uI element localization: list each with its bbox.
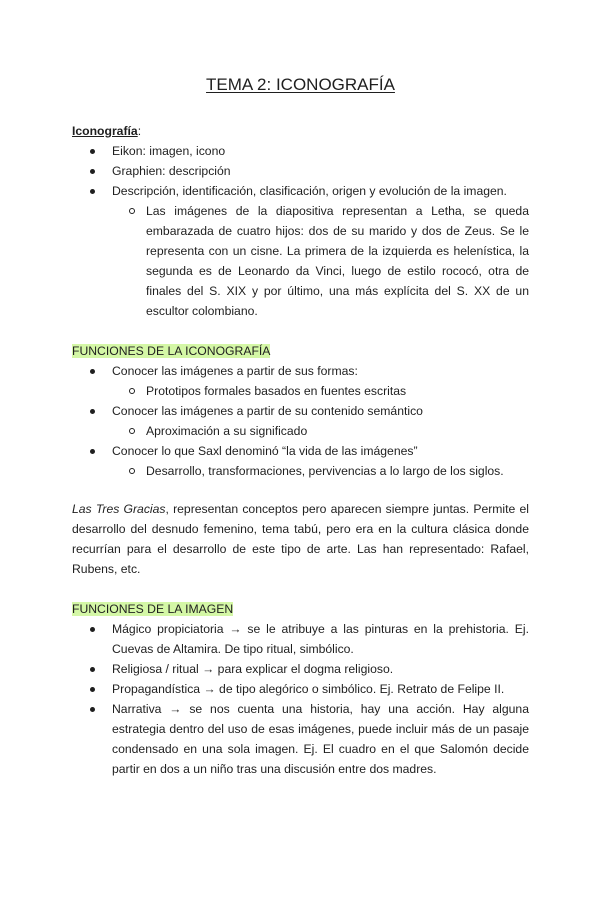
tres-gracias-title: Las Tres Gracias — [72, 502, 166, 516]
list-item-text: Eikon: imagen, icono — [112, 144, 226, 158]
list-item — [72, 361, 529, 401]
sub-list-item — [112, 201, 529, 321]
iconografia-list — [72, 141, 529, 321]
sub-list-item-text: Prototipos formales basados en fuentes escritas — [146, 384, 407, 398]
page-title: TEMA 2: ICONOGRAFÍA — [206, 75, 395, 94]
sub-list-item — [112, 461, 529, 481]
list-item — [72, 161, 529, 181]
section-heading-funciones-imagen — [72, 599, 529, 619]
list-item-text: Conocer las imágenes a partir de sus formas: — [112, 364, 358, 378]
sub-list — [112, 421, 529, 441]
list-item-text: Propagandística → de tipo alegórico o simbólico. Ej. Retrato de Felipe II. — [112, 682, 505, 696]
tres-gracias-text: , representan conceptos pero aparecen siempre juntas. Permite el desarrollo del desnudo femenino, tema tabú, pero era en la cultura clásica donde recurrían para el desarrollo de este tipo de arte. Las han representado: Rafael, Rubens, etc. — [72, 502, 529, 576]
document-page — [0, 74, 600, 922]
tres-gracias-paragraph — [72, 499, 529, 579]
list-item — [72, 141, 529, 161]
list-item-text: Narrativa → se nos cuenta una historia, hay una acción. Hay alguna estrategia dentro del uso de esas imágenes, puede incluir más de un pasaje condensado en una sola imagen. Ej. El cuadro en el que Salomón decide partir en dos a un niño tras una discusión entre dos madres. — [112, 702, 529, 776]
list-item-text: Mágico propiciatoria → se le atribuye a las pinturas en la prehistoria. Ej. Cuevas de Altamira. De tipo ritual, simbólico. — [112, 622, 529, 656]
list-item-text: Religiosa / ritual → para explicar el dogma religioso. — [112, 662, 394, 676]
sub-list-item-text: Desarrollo, transformaciones, pervivencias a lo largo de los siglos. — [146, 464, 504, 478]
list-item-text: Graphien: descripción — [112, 164, 231, 178]
list-item — [72, 679, 529, 699]
section-heading-funciones-iconografia — [72, 341, 529, 361]
list-item — [72, 619, 529, 659]
sub-list — [112, 461, 529, 481]
list-item-text: Conocer lo que Saxl denominó “la vida de las imágenes” — [112, 444, 418, 458]
sub-list — [112, 201, 529, 321]
list-item-text: Conocer las imágenes a partir de su contenido semántico — [112, 404, 423, 418]
list-item — [72, 699, 529, 779]
list-item-text: Descripción, identificación, clasificación, origen y evolución de la imagen. — [112, 184, 507, 198]
highlighted-heading: FUNCIONES DE LA ICONOGRAFÍA — [72, 344, 271, 358]
iconografia-colon: : — [137, 124, 142, 138]
highlighted-heading: FUNCIONES DE LA IMAGEN — [72, 602, 234, 616]
sub-list — [112, 381, 529, 401]
list-item — [72, 659, 529, 679]
iconografia-label-line — [72, 121, 529, 141]
funciones-iconografia-list — [72, 361, 529, 481]
list-item — [72, 181, 529, 321]
sub-list-item — [112, 421, 529, 441]
sub-list-item-text: Aproximación a su significado — [146, 424, 308, 438]
funciones-imagen-list — [72, 619, 529, 779]
sub-list-item — [112, 381, 529, 401]
iconografia-label: Iconografía — [72, 124, 138, 138]
list-item — [72, 401, 529, 441]
sub-list-item-text: Las imágenes de la diapositiva representan a Letha, se queda embarazada de cuatro hijos: dos de su marido y dos de Zeus. Se le representa con un cisne. La primera de la izquierda es helenística, la segunda es de Leonardo da Vinci, luego de estilo rococó, otra de finales del S. XIX y por último, una más explícita del S. XX de un escultor colombiano. — [146, 204, 529, 318]
list-item — [72, 441, 529, 481]
